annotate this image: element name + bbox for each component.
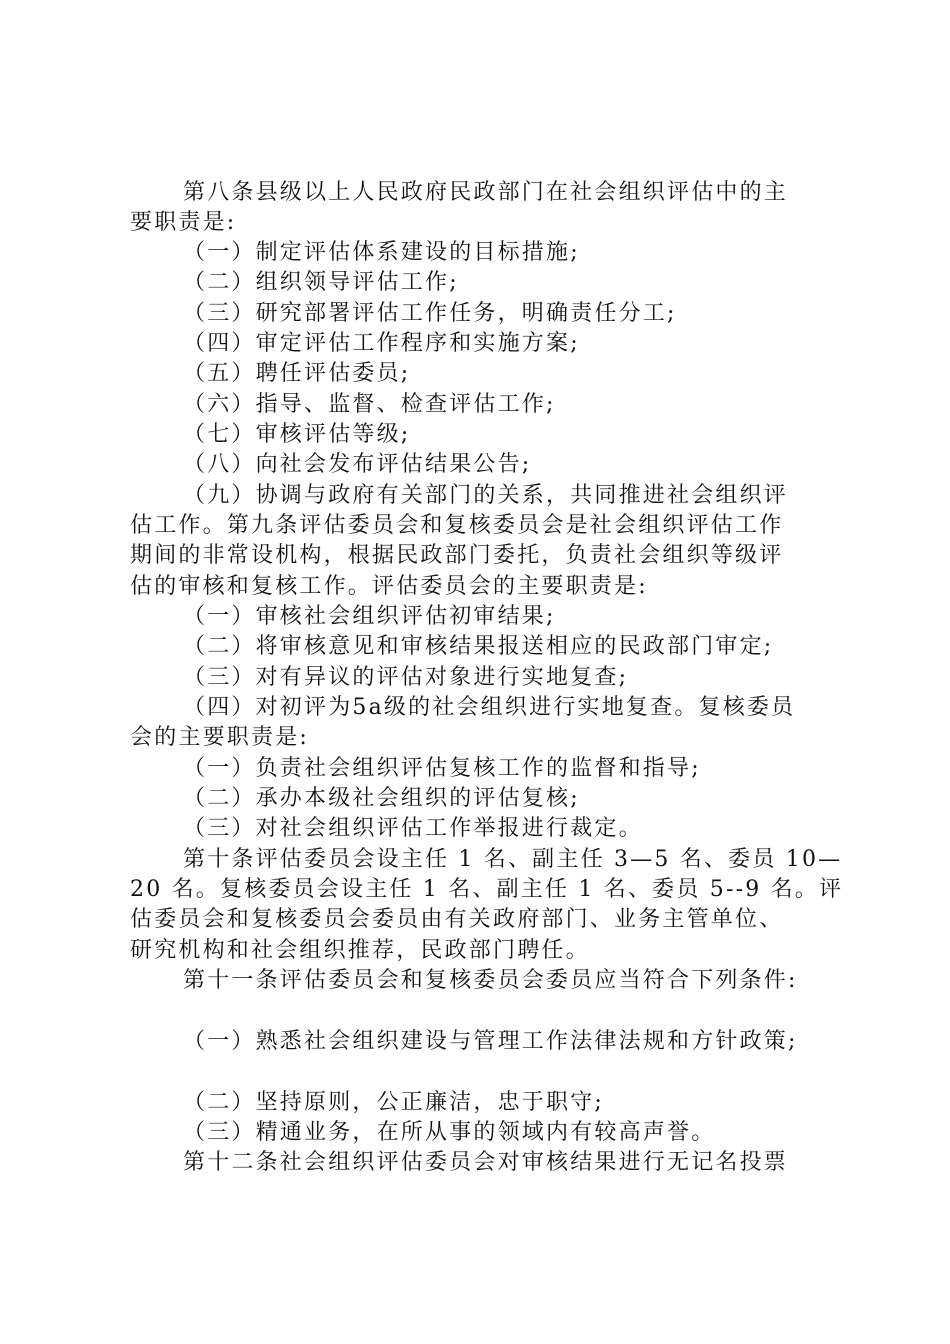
text-line: （五）聘任评估委员; [183,361,411,386]
text-line: （四）对初评为5a级的社会组织进行实地复查。复核委员 [183,695,796,720]
text-line: （三）研究部署评估工作任务，明确责任分工; [183,301,677,326]
text-line: （一）制定评估体系建设的目标措施; [183,240,580,265]
text-line: （三）对社会组织评估工作举报进行裁定。 [183,816,643,841]
text-line: 第十一条评估委员会和复核委员会委员应当符合下列条件: [183,968,798,993]
text-line: 估的审核和复核工作。评估委员会的主要职责是: [130,574,648,599]
text-line: （九）协调与政府有关部门的关系，共同推进社会组织评 [183,483,789,508]
text-line: （二）承办本级社会组织的评估复核; [183,786,580,811]
text-line: （三）精通业务，在所从事的领域内有较高声誉。 [183,1120,716,1145]
text-line: （八）向社会发布评估结果公告; [183,452,532,477]
text-line: （四）审定评估工作程序和实施方案; [183,331,580,356]
text-line: （二）坚持原则，公正廉洁，忠于职守; [183,1090,605,1115]
text-line: 研究机构和社会组织推荐，民政部门聘任。 [130,938,590,963]
text-line: （一）审核社会组织评估初审结果; [183,604,556,629]
text-line: （七）审核评估等级; [183,422,411,447]
text-line: 估委员会和复核委员会委员由有关政府部门、业务主管单位、 [130,907,784,932]
text-line: 会的主要职责是: [130,725,310,750]
text-line: 期间的非常设机构，根据民政部门委托，负责社会组织等级评 [130,543,784,568]
text-line: （三）对有异议的评估对象进行实地复查; [183,665,629,690]
text-line: （一）负责社会组织评估复核工作的监督和指导; [183,756,701,781]
text-line: 20 名。复核委员会设主任 1 名、副主任 1 名、委员 5--9 名。评 [130,877,844,902]
text-line: 第十条评估委员会设主任 1 名、副主任 3—5 名、委员 10— [183,847,843,872]
text-line: 估工作。第九条评估委员会和复核委员会是社会组织评估工作 [130,513,784,538]
text-line: 要职责是: [130,210,237,235]
text-line: 第十二条社会组织评估委员会对审核结果进行无记名投票 [183,1150,789,1175]
text-line: （六）指导、监督、检查评估工作; [183,392,556,417]
text-line: （一）熟悉社会组织建设与管理工作法律法规和方针政策; [183,1029,798,1054]
text-line: （二）组织领导评估工作; [183,270,459,295]
text-line: （二）将审核意见和审核结果报送相应的民政部门审定; [183,634,774,659]
text-line: 第八条县级以上人民政府民政部门在社会组织评估中的主 [183,180,789,205]
